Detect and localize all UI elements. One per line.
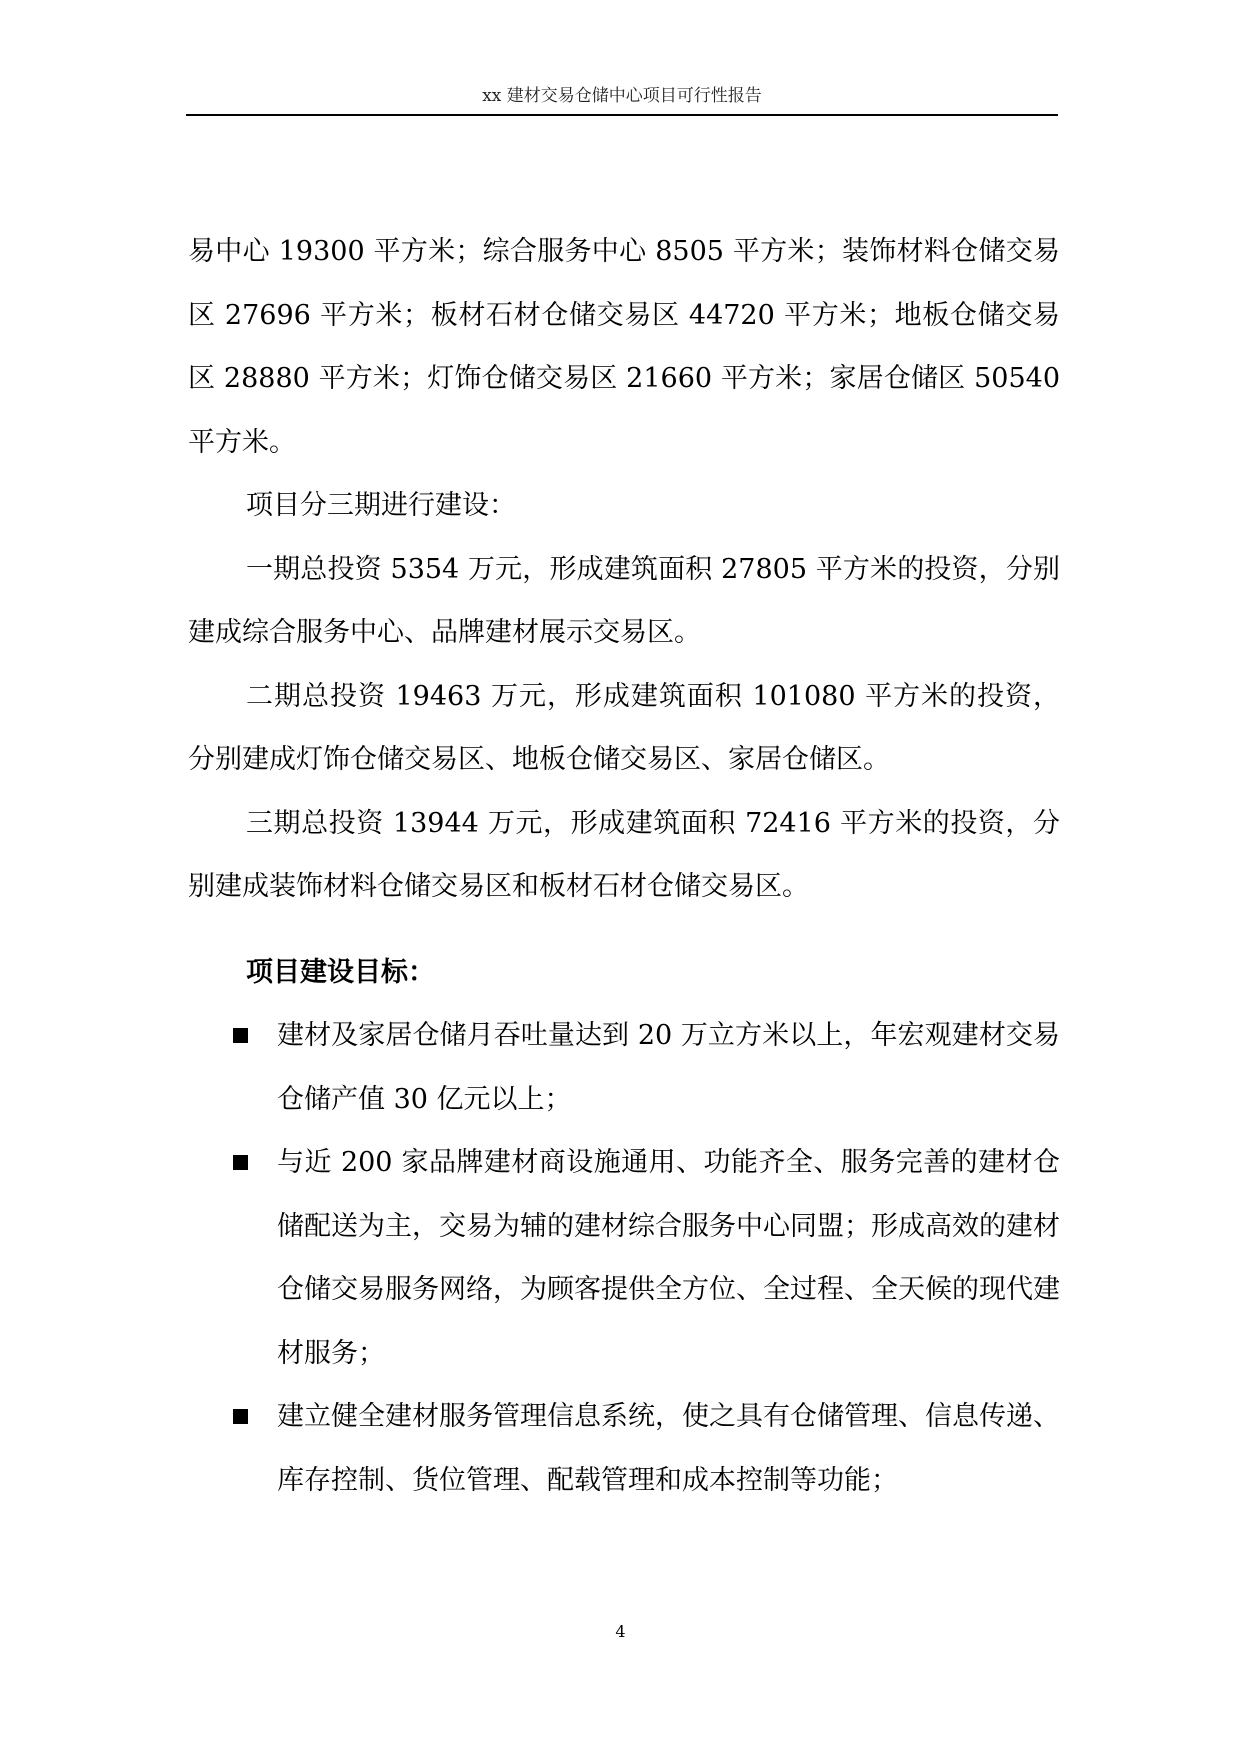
page-number: 4 — [615, 1622, 626, 1641]
goals-list — [188, 1004, 1060, 1512]
document-body — [188, 220, 1060, 1512]
goal-list-item — [188, 1004, 1060, 1131]
goal-list-item — [188, 1385, 1060, 1512]
header-divider — [186, 114, 1058, 116]
goal-list-item — [188, 1131, 1060, 1385]
phase-two-paragraph: 二期总投资 19463 万元，形成建筑面积 101080 平方米的投资，分别建成灯饰仓储交易区、地板仓储交易区、家居仓储区。 — [188, 680, 1060, 775]
square-bullet-icon — [233, 1155, 248, 1170]
phase-three-paragraph: 三期总投资 13944 万元，形成建筑面积 72416 平方米的投资，分别建成装饰材料仓储交易区和板材石材仓储交易区。 — [188, 807, 1060, 902]
area-breakdown-paragraph: 易中心 19300 平方米；综合服务中心 8505 平方米；装饰材料仓储交易区 27696 平方米；板材石材仓储交易区 44720 平方米；地板仓储交易区 28880 平方米；灯饰仓储交易区 21660 平方米；家居仓储区 50540 平方米。 — [188, 236, 1060, 458]
square-bullet-icon — [233, 1409, 248, 1424]
goal-text: 建材及家居仓储月吞吐量达到 20 万立方米以上，年宏观建材交易仓储产值 30 亿元以上； — [277, 1020, 1060, 1115]
phase-one-paragraph: 一期总投资 5354 万元，形成建筑面积 27805 平方米的投资，分别建成综合服务中心、品牌建材展示交易区。 — [188, 553, 1060, 648]
page-header-title: xx 建材交易仓储中心项目可行性报告 — [482, 86, 762, 106]
goal-text: 建立健全建材服务管理信息系统，使之具有仓储管理、信息传递、库存控制、货位管理、配载管理和成本控制等功能； — [277, 1401, 1060, 1496]
goals-heading: 项目建设目标： — [246, 956, 435, 988]
phases-intro-paragraph: 项目分三期进行建设： — [246, 490, 516, 521]
goal-text: 与近 200 家品牌建材商设施通用、功能齐全、服务完善的建材仓储配送为主，交易为辅的建材综合服务中心同盟；形成高效的建材仓储交易服务网络，为顾客提供全方位、全过程、全天候的现代建材服务； — [277, 1147, 1060, 1369]
square-bullet-icon — [233, 1028, 248, 1043]
